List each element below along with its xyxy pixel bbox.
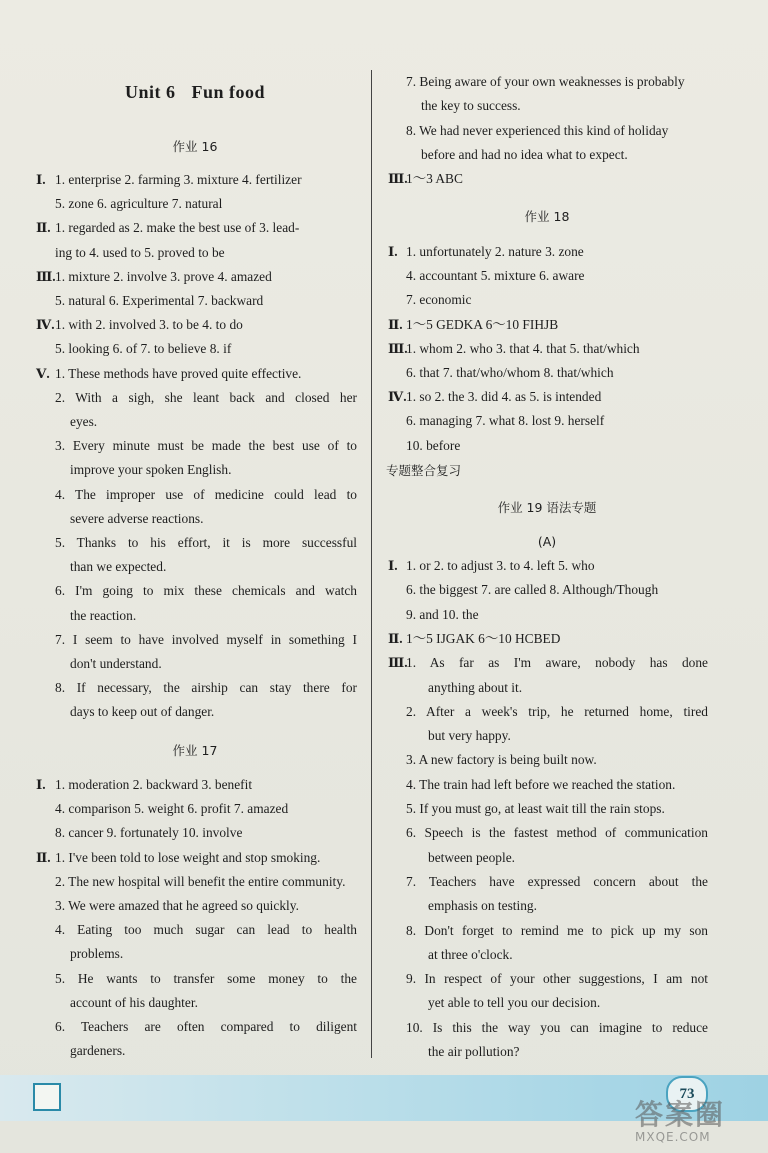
answer-line: 4. accountant 5. mixture 6. aware	[406, 268, 585, 284]
answer-line: 5. He wants to transfer some money to the	[55, 970, 357, 986]
answer-line: 10. Is this the way you can imagine to reduce	[406, 1019, 708, 1035]
section-numeral: Ⅴ.	[36, 365, 50, 381]
answer-line: 1. mixture 2. involve 3. prove 4. amazed	[55, 268, 272, 284]
answer-line: between people.	[428, 849, 515, 865]
answer-line: account of his daughter.	[70, 994, 198, 1010]
answer-line: 9. In respect of your other suggestions, I am not	[406, 971, 708, 987]
section-numeral: Ⅲ.	[388, 655, 408, 671]
answer-line: 1. I've been told to lose weight and stop smoking.	[55, 849, 321, 865]
answer-line: 10. before	[406, 437, 461, 453]
homework-16-title: 作业 16	[172, 139, 218, 154]
answer-line: 1～3 ABC	[406, 171, 463, 187]
answer-line: 6. Speech is the fastest method of communication	[406, 825, 708, 841]
section-numeral: Ⅱ.	[388, 630, 403, 646]
answer-line: gardeners.	[70, 1043, 126, 1059]
answer-line: 1. or 2. to adjust 3. to 4. left 5. who	[406, 558, 595, 573]
answer-line: 6. Teachers are often compared to diligent	[55, 1019, 357, 1034]
answer-line: 5. looking 6. of 7. to believe 8. if	[55, 341, 232, 357]
answer-line: the key to success.	[421, 98, 521, 114]
answer-line: 1. with 2. involved 3. to be 4. to do	[55, 317, 243, 333]
answer-line: 1. unfortunately 2. nature 3. zone	[406, 244, 584, 259]
answer-line: 5. natural 6. Experimental 7. backward	[55, 293, 264, 308]
page-number: 73	[666, 1076, 708, 1112]
answer-line: severe adverse reactions.	[70, 510, 204, 526]
answer-line: eyes.	[70, 414, 98, 429]
unit-title: Unit 6 Fun food	[124, 82, 266, 102]
answer-line: 3. A new factory is being built now.	[406, 752, 597, 768]
answer-line: at three o'clock.	[428, 946, 513, 962]
section-numeral: Ⅳ.	[36, 317, 55, 333]
answer-line: 6. that 7. that/who/whom 8. that/which	[406, 365, 614, 380]
watermark-logo: 答案圈 MXQE.COM	[635, 1098, 726, 1144]
section-numeral: Ⅲ.	[388, 171, 408, 187]
homework-17-title: 作业 17	[172, 743, 218, 758]
answer-line: the air pollution?	[428, 1044, 520, 1059]
answer-line: 4. comparison 5. weight 6. profit 7. amazed	[55, 801, 289, 817]
answer-line: 7. Being aware of your own weaknesses is probably	[406, 74, 685, 89]
section-numeral: Ⅰ.	[388, 558, 398, 573]
answer-line: before and had no idea what to expect.	[421, 146, 628, 162]
answer-line: 1. regarded as 2. make the best use of 3. lead-	[55, 220, 300, 236]
answer-line: than we expected.	[70, 559, 167, 575]
answer-line: 3. Every minute must be made the best use of to	[55, 438, 357, 454]
answer-line: 2. With a sigh, she leant back and closed her	[55, 389, 357, 405]
answer-line: yet able to tell you our decision.	[428, 995, 601, 1011]
answer-line: 7. Teachers have expressed concern about the	[406, 873, 708, 889]
answer-line: 1. These methods have proved quite effective.	[55, 365, 302, 381]
answer-line: 4. The improper use of medicine could lead to	[55, 486, 357, 502]
answer-line: 2. The new hospital will benefit the entire community.	[55, 873, 346, 889]
answer-line: 6. I'm going to mix these chemicals and watch	[55, 583, 357, 599]
answer-line: 5. If you must go, at least wait till the rain stops.	[406, 801, 665, 816]
section-numeral: Ⅰ.	[36, 172, 46, 187]
section-numeral: Ⅲ.	[388, 340, 408, 356]
answer-line: 1. As far as I'm aware, nobody has done	[406, 655, 708, 671]
answer-line: ing to 4. used to 5. proved to be	[55, 244, 225, 260]
homework-19-title: 作业 19 语法专题	[497, 500, 597, 515]
answer-line: 5. Thanks to his effort, it is more successful	[55, 535, 357, 550]
answer-line: 7. economic	[406, 292, 472, 308]
section-numeral: Ⅲ.	[36, 268, 56, 284]
answer-line: improve your spoken English.	[70, 462, 232, 478]
answer-line: 6. the biggest 7. are called 8. Although/Though	[406, 582, 659, 598]
answer-line: 6. managing 7. what 8. lost 9. herself	[406, 413, 605, 429]
answer-line: but very happy.	[428, 728, 511, 744]
answer-line: 4. The train had left before we reached the station.	[406, 776, 676, 792]
answer-line: days to keep out of danger.	[70, 704, 215, 720]
answer-line: 4. Eating too much sugar can lead to health	[55, 922, 357, 938]
answer-line: don't understand.	[70, 656, 162, 671]
answer-line: 1～5 GEDKA 6～10 FIHJB	[406, 316, 559, 332]
section-numeral: Ⅰ.	[388, 244, 398, 259]
section-numeral: Ⅰ.	[36, 777, 46, 792]
section-numeral: Ⅱ.	[36, 220, 51, 236]
answer-line: 1. whom 2. who 3. that 4. that 5. that/which	[406, 340, 640, 356]
answer-line: 8. Don't forget to remind me to pick up my son	[406, 922, 708, 938]
homework-18-title: 作业 18	[524, 209, 570, 224]
answer-line: 1. so 2. the 3. did 4. as 5. is intended	[406, 389, 602, 405]
footer-square	[33, 1083, 61, 1111]
answer-line: problems.	[70, 946, 124, 962]
answer-line: 3. We were amazed that he agreed so quickly.	[55, 898, 299, 913]
answer-line: 7. I seem to have involved myself in something I	[55, 631, 357, 647]
section-numeral: Ⅳ.	[388, 389, 407, 405]
answer-line: 8. If necessary, the airship can stay there for	[55, 680, 357, 696]
answer-line: 1. enterprise 2. farming 3. mixture 4. fertilizer	[55, 172, 302, 187]
answer-line: emphasis on testing.	[428, 898, 537, 914]
answer-line: 5. zone 6. agriculture 7. natural	[55, 196, 223, 212]
section-numeral: Ⅱ.	[36, 849, 51, 865]
answer-line: 9. and 10. the	[406, 606, 479, 622]
answer-line: anything about it.	[428, 679, 523, 695]
answer-line: 2. After a week's trip, he returned home, tired	[406, 703, 708, 719]
answer-line: 1. moderation 2. backward 3. benefit	[55, 777, 253, 792]
answer-line: the reaction.	[70, 607, 137, 623]
homework-19-subtitle: (A)	[537, 534, 557, 549]
answer-line: 8. We had never experienced this kind of holiday	[406, 122, 669, 138]
section-review-heading: 专题整合复习	[386, 463, 462, 478]
answer-line: 8. cancer 9. fortunately 10. involve	[55, 825, 243, 841]
section-numeral: Ⅱ.	[388, 316, 403, 332]
answer-line: 1～5 IJGAK 6～10 HCBED	[406, 630, 561, 646]
